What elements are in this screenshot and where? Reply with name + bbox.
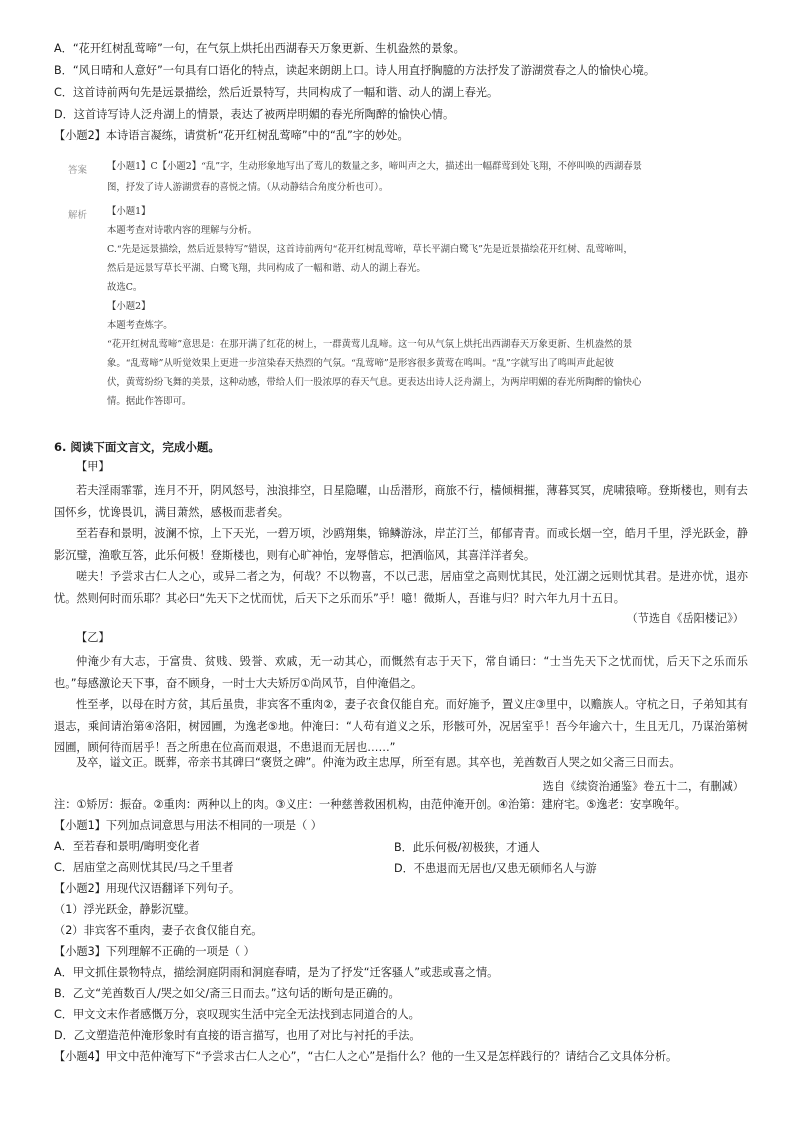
analysis-line: 【小题2】 (107, 301, 151, 312)
analysis-line: 情。据此作答即可。 (107, 396, 192, 407)
passage-yi-label: 【乙】 (76, 631, 110, 644)
analysis-line: 然后是远景写草长平湖、白鹭飞翔，共同构成了一幅和谐、动人的湖上春光。 (107, 263, 426, 274)
passage-yi-source: 选自《续资治通鉴》卷五十二，有删减） (542, 780, 744, 793)
q6-sub1-option-b: B．此乐何极/初极狭，才通人 (394, 841, 540, 854)
q5-subquestion-2: 【小题2】本诗语言凝练，请赏析“花开红树乱莺啼”中的“乱”字的妙处。 (54, 129, 409, 142)
answer-label: 答案 (68, 165, 88, 176)
passage-jia-paragraph-3: 嗟夫！予尝求古仁人之心，或异二者之为，何哉？不以物喜，不以己悲，居庙堂之高则忧其民，处江湖之远则忧其君。是进亦忧，退亦忧。然则何时而乐耶？其必曰“先天下之忧而忧，后天下之乐而乐”乎！噫！微斯人，吾谁与归？时六年九月十五日。 (54, 570, 748, 605)
passage-yi-paragraph-2: 性至孝，以母在时方贫，其后虽贵，非宾客不重肉②，妻子衣食仅能自充。而好施予，置义庄③里中，以赡族人。守杭之日，子弟知其有退志，乘间请治第④洛阳，树园圃，为逸老⑤地。仲淹曰：“人苟有道义之乐，形骸可外，况居室乎！吾今年逾六十，生且无几，乃谋治第树园圃，顾何待而居乎！吾之所患在位高而艰退，不患退而无居也……” (54, 698, 748, 754)
q6-subquestion-3: 【小题3】下列理解不正确的一项是（ ） (54, 945, 255, 958)
q5-option-b: B．“风日晴和人意好”一句具有口语化的特点，读起来朗朗上口。诗人用直抒胸臆的方法抒发了游湖赏春之人的愉快心境。 (54, 64, 656, 77)
q6-sub3-option-a: A．甲文抓住景物特点，描绘洞庭阴雨和洞庭春晴，是为了抒发“迁客骚人”或悲或喜之情。 (54, 966, 499, 979)
q5-option-d: D．这首诗写诗人泛舟湖上的情景，表达了被两岸明媚的春光所陶醉的愉快心情。 (54, 108, 455, 121)
q6-sub1-option-c: C．居庙堂之高则忧其民/马之千里者 (54, 861, 234, 874)
passage-yi-paragraph-3: 及卒，谥文正。既葬，帝亲书其碑曰“褒贤之碑”。仲淹为政主忠厚，所至有恩。其卒也，羌酋数百人哭之如父斋三日而去。 (76, 756, 681, 769)
q6-sub2-item-1: （1）浮光跃金，静影沉璧。 (54, 903, 196, 916)
question-6-heading: 6. 阅读下面文言文，完成小题。 (54, 440, 220, 454)
q5-option-c: C．这首诗前两句先是远景描绘，然后近景特写，共同构成了一幅和谐、动人的湖上春光。 (54, 86, 499, 99)
analysis-line: “花开红树乱莺啼”意思是：在那开满了红花的树上，一群黄莺儿乱啼。这一句从气氛上烘托出西湖春天万象更新、生机盎然的景 (107, 339, 633, 350)
analysis-line: 故选C。 (107, 282, 143, 293)
passage-jia-source: （节选自《岳阳楼记》） (626, 612, 744, 625)
analysis-line: C.“先是远景描绘，然后近景特写”错误，这首诗前两句“花开红树乱莺啼，草长平湖白鹭飞”先是近景描绘花开红树、乱莺啼叫， (107, 244, 633, 255)
q5-option-a: A．“花开红树乱莺啼”一句，在气氛上烘托出西湖春天万象更新、生机盎然的景象。 (54, 42, 465, 55)
passage-yi-paragraph-1: 仲淹少有大志，于富贵、贫贱、毁誉、欢戚，无一动其心，而慨然有志于天下，常自诵曰：“士当先天下之忧而忧，后天下之乐而乐也。”每感激论天下事，奋不顾身，一时士大夫矫厉①尚风节，自仲淹倡之。 (54, 655, 748, 690)
q6-sub3-option-d: D．乙文塑造范仲淹形象时有直接的语言描写，也用了对比与衬托的手法。 (54, 1029, 421, 1042)
q6-sub1-option-d: D．不患退而无居也/又患无硕师名人与游 (394, 862, 597, 875)
answer-line-1: 【小题1】C【小题2】“乱”字，生动形象地写出了莺儿的数量之多，啼叫声之大，描述出一幅群莺到处飞翔，不停叫唤的西湖春景 (107, 161, 642, 172)
q6-subquestion-1: 【小题1】下列加点词意思与用法不相同的一项是（ ） (54, 819, 322, 832)
q6-sub3-option-b: B．乙文“羌酋数百人/哭之如父/斋三日而去。”这句话的断句是正确的。 (54, 987, 400, 1000)
passage-jia-paragraph-2: 至若春和景明，波澜不惊，上下天光，一碧万顷，沙鸥翔集，锦鳞游泳，岸芷汀兰，郁郁青青。而或长烟一空，皓月千里，浮光跃金，静影沉璧，渔歌互答，此乐何极！登斯楼也，则有心旷神怡，宠辱偕忘，把酒临风，其喜洋洋者矣。 (54, 527, 748, 562)
passage-jia-label: 【甲】 (76, 460, 110, 473)
q6-sub2-item-2: （2）非宾客不重肉，妻子衣食仅能自充。 (54, 924, 263, 937)
passage-jia-paragraph-1: 若夫淫雨霏霏，连月不开，阴风怒号，浊浪排空，日星隐曜，山岳潜形，商旅不行，樯倾楫摧，薄暮冥冥，虎啸猿啼。登斯楼也，则有去国怀乡，忧谗畏讥，满目萧然，感极而悲者矣。 (54, 484, 748, 519)
analysis-line: 本题考查炼字。 (107, 320, 173, 331)
analysis-line: 伏，黄莺纷纷飞舞的美景，这种动感，带给人们一股浓厚的春天气息。更表达出诗人泛舟湖上，为两岸明媚的春光所陶醉的愉快心 (107, 377, 642, 388)
analysis-line: 象。“乱莺啼”从听觉效果上更进一步渲染春天热烈的气氛。“乱莺啼”是形容很多黄莺在鸣叫。“乱”字就写出了鸣叫声此起彼 (107, 358, 614, 369)
q6-subquestion-2: 【小题2】用现代汉语翻译下列句子。 (54, 882, 241, 895)
answer-line-2: 图，抒发了诗人游湖赏春的喜悦之情。（从动静结合角度分析也可）。 (107, 182, 389, 193)
q6-sub3-option-c: C．甲文文末作者感慨万分，哀叹现实生活中完全无法找到志同道合的人。 (54, 1008, 420, 1021)
analysis-line: 本题考查对诗歌内容的理解与分析。 (107, 225, 258, 236)
analysis-label: 解析 (68, 210, 88, 221)
passage-notes: 注：①矫厉：振奋。②重肉：两种以上的肉。③义庄：一种慈善救困机构，由范仲淹开创。④治第：建府宅。⑤逸老：安享晚年。 (54, 798, 686, 811)
q6-sub1-option-a: A．至若春和景明/晦明变化者 (54, 840, 200, 853)
analysis-line: 【小题1】 (107, 206, 151, 217)
q6-subquestion-4: 【小题4】甲文中范仲淹写下“予尝求古仁人之心”，“古仁人之心”是指什么？他的一生又是怎样践行的？请结合乙文具体分析。 (54, 1050, 678, 1063)
